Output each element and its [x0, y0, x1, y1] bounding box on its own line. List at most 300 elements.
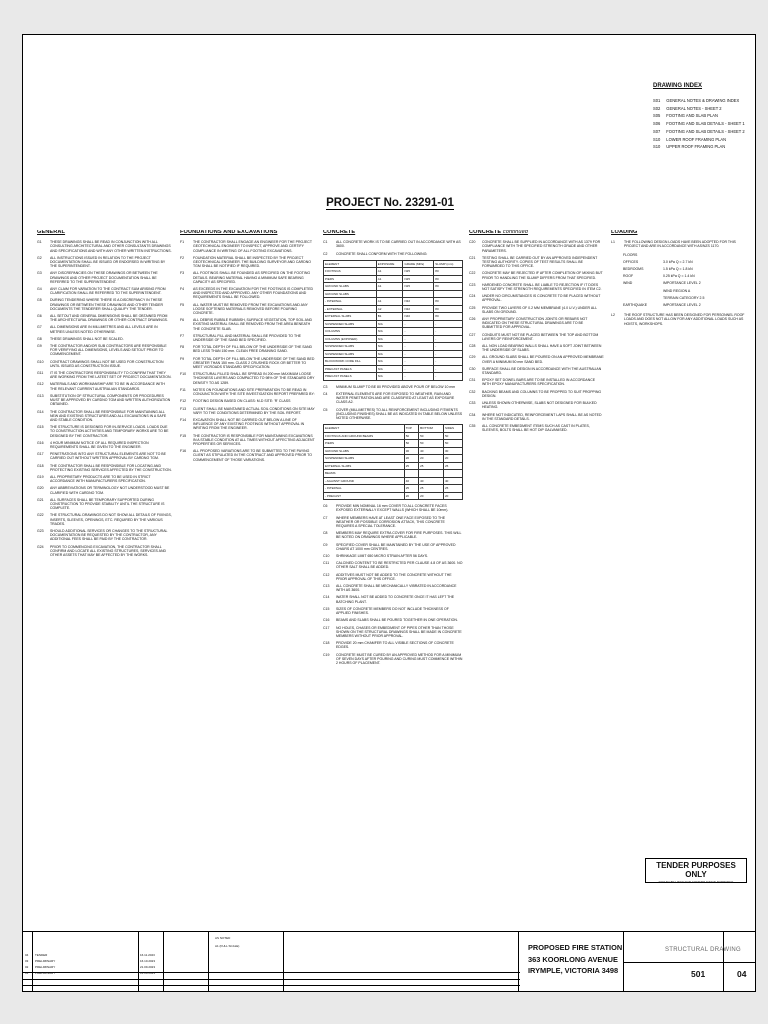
note-number: G13 [37, 393, 44, 398]
note-text: ANY ABBREVIATIONS OR TERMINOLOGY NOT UNDERSTOOD MUST BE CLARIFIED WITH CARDNO TGM. [50, 486, 170, 495]
note-number: C5 [323, 407, 328, 412]
drawing-number: S02 [653, 105, 661, 111]
note-text: SPECIFIED COVER SHALL BE MAINTAINED BY THE USE OF APPROVED CHAIRS AT 1000 mm CENTRES. [336, 542, 456, 551]
table-cell: N/A [376, 365, 403, 373]
table-row [324, 305, 463, 313]
note-text: PROVIDE 20 mm CHAMFER TO ALL VISIBLE SECTIONS OF CONCRETE EDGES. [336, 641, 454, 650]
note-number: G20 [37, 486, 44, 491]
note-item [323, 240, 463, 248]
drawing-number: S05 [653, 113, 661, 119]
drawing-number: S06 [653, 121, 661, 127]
note-text: WHERE NOT INDICATED, REINFORCEMENT LAPS SHALL BE AS NOTED IN THE STANDARD DETAILS. [482, 412, 602, 421]
note-number: C20 [469, 240, 476, 245]
note-text: BACKING BEAMS AND COLUMNS TO BE PROPPED TO SUIT PROPPING DESIGN. [482, 389, 602, 398]
note-text: PROVIDE TWO LAYERS OF 0.2 MM MEMBRANE (4.0 U.V.) UNDER ALL SLABS ON GROUND. [482, 305, 597, 314]
note-number: G2 [37, 255, 42, 260]
table-cell: 30 [404, 447, 418, 455]
note-item [37, 256, 172, 269]
table-cell: - [434, 358, 463, 366]
loading-row [623, 289, 747, 293]
drawing-title: STRUCTURAL DRAWING [665, 947, 741, 953]
table-cell: - INTERNAL [324, 298, 377, 306]
note-item [180, 240, 315, 253]
table-cell: 50 [404, 432, 418, 440]
table-cell: A1 [376, 268, 403, 276]
loading-row [623, 296, 747, 300]
note-item [469, 283, 604, 291]
note-item [37, 452, 172, 460]
note-text: 4 HOUR MINIMUM NOTICE OF ALL REQUIRED INSPECTION REQUIREMENTS SHALL BE GIVEN TO THE ENGINEER. [50, 440, 149, 449]
note-number: G1 [37, 240, 42, 245]
note-text: THE CONTRACTOR SHALL BE RESPONSIBLE FOR LOCATING AND PROTECTING EXISTING SERVICES AFFECTED BY THE CONSTRUCTION. [50, 463, 172, 472]
note-item [37, 298, 172, 311]
note-item [37, 240, 172, 253]
note-text: ALL CONCRETE EMBEDMENT ITEMS SUCH AS CAST IN PLATES, SLEEVES, BOLTS SHALL BE HOT DIP GALVANISED. [482, 423, 590, 433]
note-text: MINIMUM SLUMP TO BE 80 PROVIDED ABOVE POUR OF BELOW 10 mm [336, 384, 456, 389]
note-number: C13 [323, 584, 330, 589]
general-heading: GENERAL [37, 230, 66, 235]
loading-key [623, 289, 657, 293]
note-item [323, 516, 463, 529]
revision-date: 16.10.2023 [140, 959, 156, 963]
note-item [180, 256, 315, 269]
note-item [469, 294, 604, 302]
note-item [180, 434, 315, 447]
note-number: G3 [37, 271, 42, 276]
note-number: G22 [37, 513, 44, 518]
note-text: WHERE MEMBERS HAVE AT LEAST ONE FACE EXPOSED TO THE WEATHER OR POSSIBLE CORROSION ATTACK, THIS CONCRETE REQUIRES A SPECIAL TOLERANCE. [336, 515, 446, 529]
note-item [469, 390, 604, 398]
note-text: CALCINED CONTENT TO BE RESTRICTED PER CLAUSE 4.8 OF AS 3600. NO OTHER SALT SHALL BE ADDED. [336, 561, 463, 570]
scale-label: AS NOTED [215, 936, 231, 940]
table-cell [404, 470, 418, 478]
note-item [323, 626, 463, 639]
table-row [324, 462, 463, 470]
note-item [323, 504, 463, 512]
note-number: C19 [323, 652, 330, 657]
note-text: THE CONTRACTOR SHALL ENGAGE AN ENGINEER FOR THE PROJECT GEOTECHNICAL ENGINEER TO INSPECT, APPROVE AND CERTIFY COMPLIANCE IN WRITING OF ALL FOOTING EXCAVATIONS. [193, 240, 312, 253]
note-number: C10 [323, 554, 330, 559]
table-cell: 80 [434, 305, 463, 313]
note-text: STRUCTURAL FILLED SHALL BE SPREAD IN 200 mm MAXIMUM LOOSE THICKNESS LAYERS AND COMPACTED TO 98% OF THE STANDARD DRY DENSITY TO AS 1289. [193, 372, 315, 385]
note-number: G18 [37, 463, 44, 468]
note-number: G15 [37, 425, 44, 430]
note-number: C15 [323, 606, 330, 611]
table-cell: SUSPENDED SLABS [324, 455, 405, 463]
note-text: STRUCTURAL FILL AND MATERIAL SHALL BE PROVIDED TO THE UNDERSIDE OF THE SAND BED SPECIFIED. [193, 333, 301, 343]
note-number: G11 [37, 371, 44, 376]
loading-row [623, 253, 747, 257]
note-text: CONCRETE SHALL CONFORM WITH THE FOLLOWING: [336, 251, 428, 256]
table-cell: - [434, 365, 463, 373]
table-cell: PIERS [324, 275, 377, 283]
loading-key: EARTHQUAKE [623, 303, 648, 308]
project-line: PROPOSED FIRE STATION [528, 943, 623, 952]
table-row [324, 373, 463, 381]
drawing-index-row [653, 136, 745, 144]
note-text: THE CONTRACTOR IS RESPONSIBLE FOR MAINTAINING EXCAVATIONS IN A STABLE CONDITION AT ALL TIMES WITHOUT AFFECTING ADJACENT PROPERTIES OR SERVICES. [193, 433, 315, 446]
note-number: G5 [37, 298, 42, 303]
table-cell: N/A [376, 328, 403, 336]
note-text: THE FOLLOWING DESIGN LOADS HAVE BEEN ADOPTED FOR THIS PROJECT AND ARE IN ACCORDANCE WITH AS/NZS 1170. [624, 240, 736, 249]
note-item [37, 325, 172, 333]
table-row [324, 335, 463, 343]
table-cell: 25 [419, 485, 444, 493]
table-cell: A1 [376, 298, 403, 306]
table-cell: 40 [419, 477, 444, 485]
note-item [37, 529, 172, 542]
table-header-cell: TOP [404, 425, 418, 433]
drawing-number: S10 [653, 144, 661, 150]
note-text: FOOTING DESIGN BASED ON CLASS: M-D SITE: 'R' CLASS [193, 399, 291, 404]
note-text: ANY PROPRIETARY CONSTRUCTION JOINTS OR REBARS NOT INDICATED ON THESE STRUCTURAL DRAWINGS ARE TO BE SUBMITTED FOR APPROVAL. [482, 317, 588, 330]
note-item [323, 561, 463, 569]
note-item [611, 313, 747, 326]
note-number: C11 [323, 561, 330, 566]
table-cell: - [434, 335, 463, 343]
table-cell: - [434, 320, 463, 328]
loading-row [623, 260, 747, 264]
note-number: F11 [180, 387, 186, 392]
table-cell: N25 [403, 275, 434, 283]
table-row [324, 432, 463, 440]
note-text: PROVIDE MIN NOMINAL 16 mm COVER TO ALL CONCRETE FACES EXPOSED EXTERNALLY EXCEPT WALLS (WHICH SHALL BE 10mm). [336, 504, 449, 513]
note-item [37, 314, 172, 322]
table-cell: PRECAST PANELS [324, 373, 377, 381]
note-number: C17 [323, 625, 330, 630]
table-cell: 25 [404, 485, 418, 493]
note-item [323, 385, 463, 389]
table-cell: 25 [444, 485, 463, 493]
note-number: F5 [180, 302, 185, 307]
note-text: PENETRATIONS INTO ANY STRUCTURAL ELEMENTS ARE NOT TO BE CARRIED OUT WITHOUT WRITTEN APPROVAL BY CARDNO TGM. [50, 452, 166, 461]
note-number: C9 [323, 542, 328, 547]
loading-value: TERRAIN CATEGORY 2.5 [663, 295, 705, 300]
project-address [528, 942, 622, 977]
note-text: THE ROOF STRUCTURE HAS BEEN DESIGNED FOR PERSONNEL ROOF LOADS AND DOES NOT ALLOW FOR ANY ADDITIONAL LOADS SUCH AS HOISTS, WORKSHOPS. [624, 313, 745, 326]
table-row [324, 492, 463, 500]
loading-key: BEDROOMS [623, 267, 644, 272]
table-cell [434, 290, 463, 298]
table-cell: - [403, 320, 434, 328]
note-number: F16 [180, 449, 187, 454]
table-cell: N25 [403, 283, 434, 291]
table-cell: 25 [444, 462, 463, 470]
table-cell [419, 470, 444, 478]
loading-value: WIND REGION A [663, 288, 691, 293]
table-cell: 25 [404, 462, 418, 470]
note-text: CONCRETE SHALL BE SUPPLIED IN ACCORDANCE WITH AS 1379 FOR COMPLIANCE WITH THE SPECIFIED STRENGTH GRADE AND OTHER PARAMETERS. [482, 240, 601, 253]
note-number: G7 [37, 325, 42, 330]
note-text: ALL CONCRETE SHALL BE MECHANICALLY VIBRATED IN ACCORDANCE WITH AS 3600. [336, 584, 457, 593]
table-cell: 40 [404, 477, 418, 485]
note-item [469, 367, 604, 375]
note-number: C7 [323, 515, 328, 520]
note-text: THE STRUCTURE IS DESIGNED FOR IN-SERVICE LOADS. LOADS DUE TO CONSTRUCTION ACTIVITIES AND TEMPORARY WORKS ARE TO BE DESIGNED BY THE CONTRACTOR. [50, 425, 169, 438]
note-number: F9 [180, 356, 185, 361]
table-cell: COLUMNS (EXPOSED) [324, 335, 377, 343]
note-text: SIZES OF CONCRETE MEMBERS DO NOT INCLUDE THICKNESS OF APPLIED FINISHES. [336, 606, 449, 616]
loading-key: WIND [623, 281, 633, 286]
table-cell: - [434, 343, 463, 351]
note-text: DURING TENDERING WHERE THERE IS A DISCREPANCY IN THESE DRAWINGS OR BETWEEN THESE DRAWINGS AND OTHER TENDER DOCUMENTS THE TENDERER SHALL QUALIFY THE TENDER. [50, 298, 163, 311]
note-text: ALL WATER MUST BE REMOVED FROM THE EXCAVATIONS AND ANY LOOSE SOFTENED MATERIALS REMOVED BEFORE POURING CONCRETE. [193, 302, 308, 316]
note-number: C12 [323, 572, 330, 577]
table-row [324, 275, 463, 283]
note-number: C29 [469, 355, 476, 360]
table-cell: - [403, 328, 434, 336]
note-item [469, 333, 604, 341]
note-text: BEAMS AND SLABS SHALL BE POURED TOGETHER IN ONE OPERATION. [336, 618, 458, 623]
loading-key: OFFICES [623, 259, 639, 264]
note-text: EXCAVATION SHALL NOT BE CARRIED OUT BELOW A LINE OF INFLUENCE OF ANY EXISTING FOOTINGS WITHOUT APPROVAL IN WRITING FROM THE ENGINEER. [193, 417, 305, 431]
loading-key [623, 296, 657, 300]
note-text: ALL FOOTINGS SHALL BE FOUNDED AS SPECIFIED ON THE FOOTING DETAILS. BEARING MATERIAL HAVING A MINIMUM SAFE BEARING CAPACITY AS SPECIFIED. [193, 271, 311, 284]
revision-date: 14.09.2023 [140, 971, 156, 975]
tender-purposes-box [645, 858, 747, 883]
note-number: G23 [37, 528, 44, 533]
note-item [180, 399, 315, 403]
note-number: C3 [323, 384, 328, 389]
note-text: THE CONTRACTOR SHALL BE RESPONSIBLE FOR MAINTAINING ALL NEW AND EXISTING STRUCTURES AND ALL EXCAVATIONS IN A SAFE AND STABLE CONDITION. [50, 409, 167, 422]
loading-notes-column [611, 230, 747, 901]
table-cell: 80 [434, 275, 463, 283]
note-text: ALL GROUND SLABS SHALL BE POURED ON AN APPROVED MEMBRANE OVER A MINIMUM 50 mm SAND BED. [482, 355, 604, 364]
table-cell: - [403, 373, 434, 381]
revision-description: PRELIMINARY [35, 971, 56, 975]
note-number: G4 [37, 287, 42, 292]
note-text: THE STRUCTURAL DRAWINGS DO NOT SHOW ALL DETAILS OF FIXINGS, INSERTS, SLEEVES, OPENINGS, ETC. REQUIRED BY THE VARIOUS TRADES. [50, 513, 172, 526]
note-text: ANY DISCREPANCIES ON THESE DRAWINGS OR BETWEEN THE DRAWINGS AND OTHER PROJECT DOCUMENTATION SHALL BE REFERRED TO THE SUPERINTENDENT. [50, 271, 158, 284]
table-cell: 20 [404, 455, 418, 463]
table-cell: A2 [376, 305, 403, 313]
note-number: C30 [469, 366, 476, 371]
note-item [37, 498, 172, 511]
note-item [180, 418, 315, 431]
note-item [37, 475, 172, 483]
table-cell: 50 [444, 440, 463, 448]
general-notes-column [37, 230, 172, 901]
table-cell: BEAMS [324, 470, 405, 478]
loading-row [623, 267, 747, 271]
drawing-number: S07 [653, 128, 661, 134]
note-number: G12 [37, 382, 44, 387]
table-cell: FOOTINGS [324, 268, 377, 276]
table-cell: 20 [444, 455, 463, 463]
note-text: FOR TOTAL DEPTH OF FILL BELOW OF THE UNDERSIDE OF THE SAND BED LESS THAN 150 mm. CLEAN FREE DRAINING SAND. [193, 345, 313, 354]
drawing-title: FOOTING AND SLAB DETAILS - SHEET 1 [666, 121, 745, 127]
project-number: PROJECT No. 23291-01 [326, 197, 454, 209]
table-cell: COLUMNS [324, 328, 377, 336]
concrete-notes-column [323, 230, 463, 901]
loading-key: FLOORS [623, 252, 638, 257]
loading-value: 1.5 kPa Q = 1.8 kN [663, 267, 693, 272]
note-text: CONCRETE MAY BE REJECTED IF AFTER COMPLETION OF MIXING BUT PRIOR TO HANDLING THE SLUMP DIFFERS FROM THAT SPECIFIED. [482, 271, 603, 280]
note-item [37, 441, 172, 449]
tender-title: TENDER PURPOSES ONLY [656, 861, 736, 879]
drawing-index [653, 83, 745, 151]
table-cell: A1 [376, 283, 403, 291]
drawing-title: LOWER ROOF FRAMING PLAN [666, 136, 727, 142]
note-number: F7 [180, 333, 185, 338]
note-text: THESE DRAWINGS SHALL BE READ IN CONJUNCTION WITH ALL CONSULTING ARCHITECTURAL AND OTHER CONSULTANTS DRAWINGS AND SPECIFICATIONS AND WITH ANY OTHER WRITTEN INSTRUCTIONS. [50, 240, 172, 253]
note-item [180, 303, 315, 316]
drawing-index-title: DRAWING INDEX [653, 83, 703, 89]
note-item [180, 449, 315, 462]
table-cell: 50 [444, 432, 463, 440]
sheet-number: 501 [691, 969, 706, 979]
note-number: C25 [469, 305, 476, 310]
table-cell: - [434, 328, 463, 336]
table-cell: GROUND SLABS [324, 290, 377, 298]
table-cell: N/A [376, 350, 403, 358]
concrete-continued-column [469, 230, 604, 901]
project-line: 363 KOORLONG AVENUE [528, 954, 618, 964]
table-cell: 20 [444, 492, 463, 500]
table-cell: B1 [376, 313, 403, 321]
drawing-number: S01 [653, 98, 661, 103]
table-header-cell: EXPOSURE [376, 260, 403, 268]
revision-number: 02 [25, 965, 29, 969]
note-text: MEMBERS MAY REQUIRE EXTRA COVER FOR FIRE PURPOSES. THIS WILL BE NOTED ON DRAWINGS WHERE APPLICABLE. [336, 531, 462, 540]
drawing-index-row [653, 105, 745, 113]
revision-description: PRELIMINARY [35, 959, 56, 963]
tender-subtitle: NOT TO BE USED FOR CONSTRUCTION PURPOSES [658, 880, 734, 884]
loading-row [623, 274, 747, 278]
note-number: C4 [323, 392, 328, 397]
note-number: C34 [469, 412, 476, 417]
note-number: C8 [323, 531, 328, 536]
note-number: F6 [180, 318, 185, 323]
note-item [37, 287, 172, 295]
note-text: EXTERNAL ELEMENTS ARE FOR EXPOSED TO WEATHER, RAIN AND WATER PENETRATION AND ARE CLASSIFIED AT LEAST AS EXPOSURE CLASS A2. [336, 392, 455, 405]
note-item [323, 573, 463, 581]
table-header-row [324, 260, 463, 268]
note-text: ADDITIVES MUST NOT BE ADDED TO THE CONCRETE WITHOUT THE PRIOR APPROVAL OF THIS OFFICE. [336, 572, 452, 581]
drawing-title: GENERAL NOTES - SHEET 2 [666, 105, 722, 111]
note-text: MATERIALS AND WORKMANSHIP ARE TO BE IN ACCORDANCE WITH THE RELEVANT CURRENT AUSTRALIAN STANDARDS. [50, 382, 165, 391]
table-row [324, 320, 463, 328]
foundation-notes-column [180, 230, 315, 901]
drawing-number: S10 [653, 136, 661, 142]
table-cell [376, 290, 403, 298]
table-cell: - AGAINST GROUND [324, 477, 405, 485]
note-item [469, 355, 604, 363]
note-item [37, 371, 172, 379]
note-number: C22 [469, 271, 476, 276]
note-number: F8 [180, 345, 185, 350]
note-number: F12 [180, 399, 187, 404]
loading-row [623, 281, 747, 285]
table-cell: GROUND SLABS [324, 447, 405, 455]
foundations-heading: FOUNDATIONS AND EXCAVATIONS [180, 230, 278, 235]
table-row [324, 470, 463, 478]
project-title [23, 197, 756, 209]
note-item [37, 360, 172, 368]
table-cell: EXTERNAL SLABS [324, 313, 377, 321]
note-text: COVER (MILLIMETRES) TO ALL REINFORCEMENT INCLUDING FITMENTS (INCLUDING FINISHES) SHALL BE AS INDICATED IN TABLE BELOW UNLESS NOTED OTHERWISE. [336, 407, 463, 421]
note-item [323, 641, 463, 649]
drawing-index-row [653, 128, 745, 136]
note-text: CONDUITS MUST NOT BE PLACED BETWEEN THE TOP AND BOTTOM LAYERS OF REINFORCEMENT. [482, 332, 599, 341]
note-number: F13 [180, 406, 187, 411]
table-cell: N32 [403, 298, 434, 306]
table-cell: 80 [434, 298, 463, 306]
revision-date: 21.09.2023 [140, 965, 156, 969]
table-cell: SUSPENDED SLABS [324, 350, 377, 358]
note-number: L1 [611, 240, 615, 245]
table-cell: 20 [419, 455, 444, 463]
note-item [37, 464, 172, 472]
note-text: ALL INSTRUCTIONS ISSUED IN RELATION TO THE PROJECT DOCUMENTATION SHALL BE ISSUED OR ENDORSED IN WRITING BY THE SUPERINTENDENT. [50, 255, 166, 269]
note-item [180, 345, 315, 353]
note-text: ALL CONCRETE WORK IS TO BE CARRIED OUT IN ACCORDANCE WITH AS 3600. [336, 240, 461, 249]
table-cell: - [434, 373, 463, 381]
note-text: ALL DEBRIS RUBBLE RUBBISH, SURFACE VEGETATION, TOP SOIL AND EXISTING MATERIAL SHALL BE REMOVED FROM THE AREA BENEATH THE CONCRETE SLAB. [193, 318, 313, 331]
note-item [469, 240, 604, 253]
note-item [323, 653, 463, 666]
note-item [37, 344, 172, 357]
loading-value: IMPORTANCE LEVEL 2 [663, 303, 701, 308]
note-text: CLIENT SHALL BE MAINTAINED ACTUAL SOIL CONDITIONS ON SITE MAY VARY TO THE CONDITIONS DETERMINED BY THE SOIL REPORT. [193, 406, 315, 415]
revision-number: 01 [25, 971, 29, 975]
note-number: G6 [37, 314, 42, 319]
note-item [180, 388, 315, 396]
table-row [324, 283, 463, 291]
note-number: C2 [323, 251, 328, 256]
note-text: CONTRACT DRAWINGS SHALL NOT BE USED FOR CONSTRUCTION UNTIL ISSUED AS CONSTRUCTION ISSUE. [50, 359, 164, 368]
note-number: C26 [469, 317, 476, 322]
note-number: F14 [180, 417, 187, 422]
table-cell: 20 [404, 492, 418, 500]
note-item [323, 607, 463, 615]
table-cell: - INTERNAL [324, 485, 405, 493]
table-cell [444, 470, 463, 478]
table-cell: - PRECAST [324, 492, 405, 500]
note-number: G16 [37, 440, 44, 445]
table-cell: 80 [434, 268, 463, 276]
table-row [324, 290, 463, 298]
loading-row [623, 303, 747, 307]
table-cell: 30 [444, 447, 463, 455]
note-text: CONCRETE MUST BE CURED BY AN APPROVED METHOD FOR A MINIMUM OF SEVEN DAYS AFTER POURING AND CURING MUST COMMENCE WITHIN 2 HOURS OF PLACEMENT. [336, 652, 463, 665]
revision-number: 04 [25, 953, 29, 957]
note-text: THE CONTRACTOR AND/OR SUB CONTRACTORS ARE RESPONSIBLE FOR VERIFYING ALL DIMENSIONS, LEVELS AND SETOUT PRIOR TO COMMENCEMENT. [50, 344, 167, 357]
drawing-title: FOOTING AND SLAB DETAILS - SHEET 2 [666, 128, 745, 134]
note-text: SUBSTITUTION OF STRUCTURAL COMPONENTS OR PROCEDURES MUST BE APPROVED BY CARDNO TGM AND WRITTEN AUTHORIZATION OBTAINED. [50, 393, 171, 407]
table-cell: - EXTERNAL [324, 305, 377, 313]
table-cell: N/A [376, 373, 403, 381]
note-number: F1 [180, 240, 185, 245]
table-cell: N/A [376, 343, 403, 351]
note-number: G10 [37, 359, 44, 364]
note-item [323, 392, 463, 405]
note-number: C28 [469, 344, 476, 349]
table-cell: 40 [419, 447, 444, 455]
table-header-cell: SLUMP (mm) [434, 260, 463, 268]
sheet-size: A1 (FULL SCALE) [215, 944, 240, 948]
note-number: C27 [469, 332, 476, 337]
table-cell: - [434, 350, 463, 358]
note-number: C14 [323, 595, 330, 600]
drawing-title: FOOTING AND SLAB PLAN [666, 113, 718, 119]
note-text: SHOULD ADDITIONAL SERVICES OR CHANGES TO THE STRUCTURAL DOCUMENTATION BE REQUESTED BY THE CONTRACTOR, ANY ADDITIONAL FEES SHALL BE PAID BY THE CONTRACTOR. [50, 528, 168, 542]
note-text: SHRINKAGE LIMIT 650 MICRO STRAIN AFTER 56 DAYS. [336, 554, 429, 559]
table-row [324, 455, 463, 463]
note-number: F15 [180, 433, 187, 438]
note-item [323, 554, 463, 558]
concrete-grade-table [323, 260, 463, 381]
